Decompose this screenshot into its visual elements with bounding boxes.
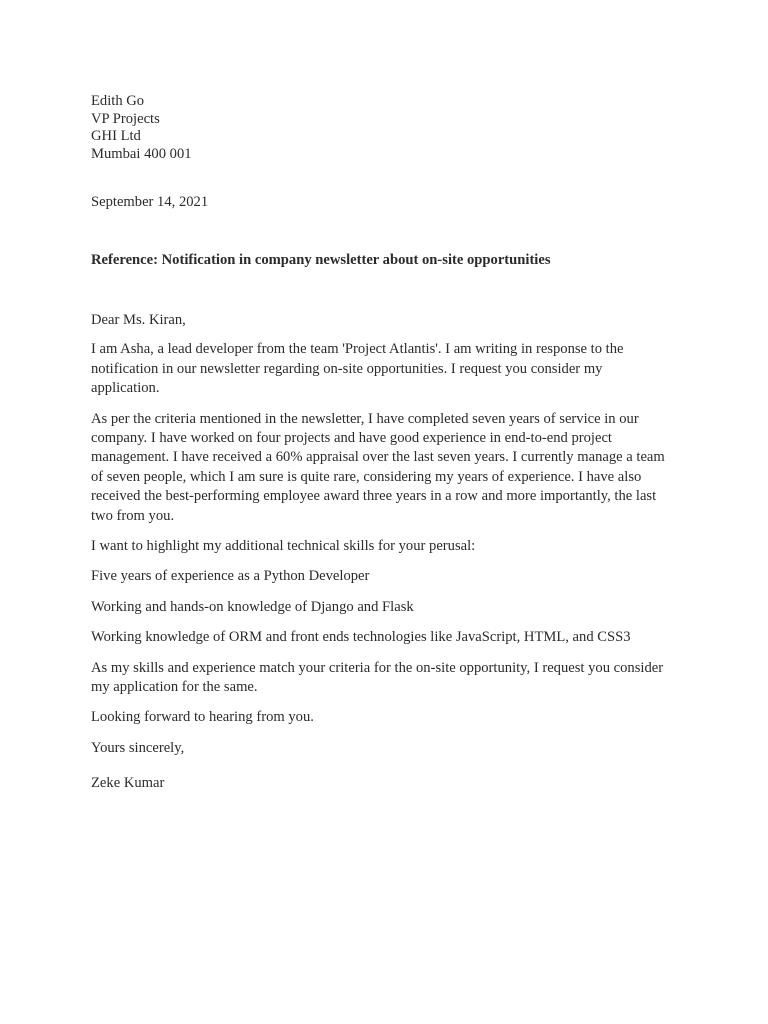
skill-item-django: Working and hands-on knowledge of Django and Flask <box>91 598 414 615</box>
body-paragraph-criteria: As per the criteria mentioned in the newsletter, I have completed seven years of service in our company. I have worked on four projects and have good experience in end-to-end project management. I have received a 60% appraisal over the last seven years. I currently manage a team of seven people, which I am sure is quite rare, considering my years of experience. I have also received the best-performing employee award three years in a row and more importantly, the last two from you. <box>91 410 665 524</box>
body-paragraph-skills-intro: I want to highlight my additional technical skills for your perusal: <box>91 538 476 555</box>
body-paragraph-closing-line: Looking forward to hearing from you. <box>91 709 314 726</box>
salutation: Dear Ms. Kiran, <box>91 312 186 329</box>
closing: Yours sincerely, <box>91 739 185 756</box>
skill-item-python: Five years of experience as a Python Developer <box>91 568 370 585</box>
letter-page <box>91 93 671 792</box>
letter-date: September 14, 2021 <box>91 194 209 211</box>
sender-name: Edith Go <box>91 93 145 109</box>
sender-city: Mumbai 400 001 <box>91 145 192 162</box>
skill-item-frontend: Working knowledge of ORM and front ends technologies like JavaScript, HTML, and CSS3 <box>91 629 631 646</box>
sender-company: GHI Ltd <box>91 128 141 145</box>
body-paragraph-request: As my skills and experience match your criteria for the on-site opportunity, I request you consider my application for the same. <box>91 659 664 696</box>
body-paragraph-intro: I am Asha, a lead developer from the team 'Project Atlantis'. I am writing in response to the notification in our newsletter regarding on-site opportunities. I request you consider my application. <box>91 341 624 397</box>
reference-line: Reference: Notification in company newsletter about on-site opportunities <box>91 252 551 269</box>
sender-title: VP Projects <box>91 110 160 127</box>
signature: Zeke Kumar <box>91 774 165 791</box>
sender-address-block <box>91 93 671 163</box>
